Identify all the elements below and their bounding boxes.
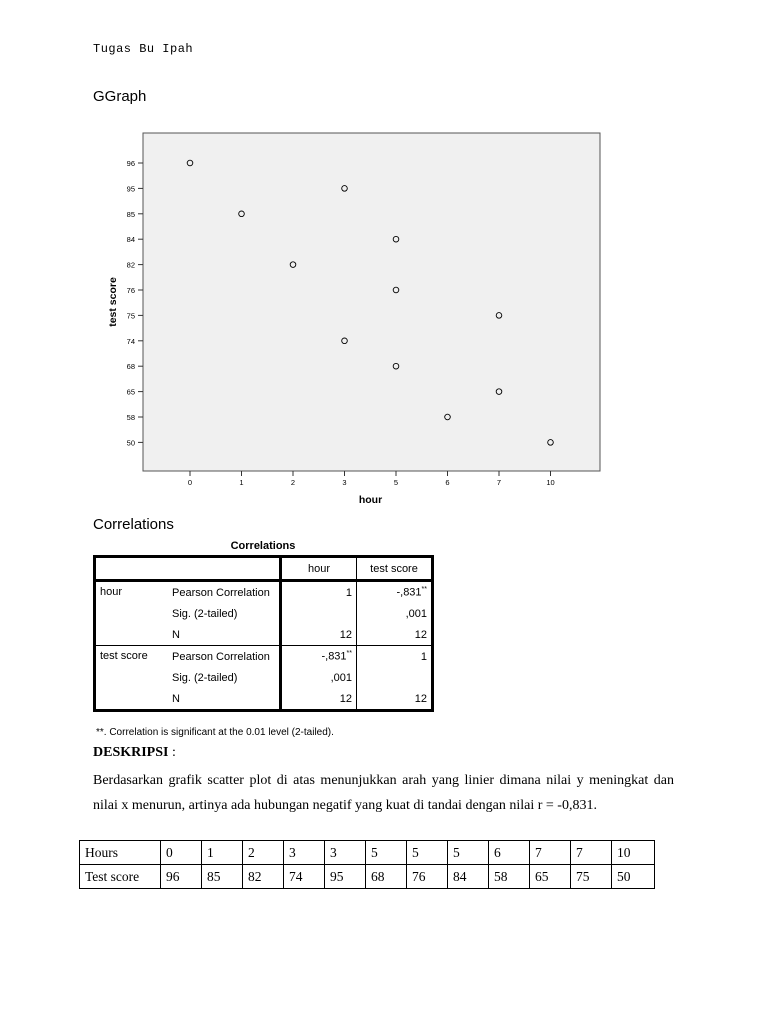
y-tick-label: 85 xyxy=(126,209,135,219)
x-tick-label: 1 xyxy=(239,478,244,487)
y-tick-label: 50 xyxy=(126,438,135,448)
y-axis-label: test score xyxy=(107,277,119,327)
y-tick-label: 75 xyxy=(126,311,135,321)
corr-stat-label: Pearson Correlation xyxy=(172,586,270,599)
raw-row-label: Test score xyxy=(80,865,161,889)
corr-cell: ,001 xyxy=(281,667,357,688)
raw-cell: 3 xyxy=(325,841,366,865)
y-tick-label: 65 xyxy=(126,387,135,397)
table-row xyxy=(95,581,433,604)
corr-cell: 12 xyxy=(281,624,357,646)
y-tick-label: 68 xyxy=(126,362,135,372)
corr-cell: ,001 xyxy=(357,603,433,624)
ggraph-title: GGraph xyxy=(93,88,147,105)
x-tick-label: 7 xyxy=(496,478,502,487)
raw-cell: 82 xyxy=(243,865,284,889)
correlations-table-caption: Correlations xyxy=(230,540,296,552)
corr-header-blank xyxy=(95,557,281,581)
raw-cell: 1 xyxy=(202,841,243,865)
corr-cell: 1 xyxy=(357,646,433,668)
raw-cell: 95 xyxy=(325,865,366,889)
raw-cell: 7 xyxy=(571,841,612,865)
raw-cell: 5 xyxy=(407,841,448,865)
deskripsi-title xyxy=(93,745,176,761)
raw-cell: 5 xyxy=(366,841,407,865)
deskripsi-paragraph: Berdasarkan grafik scatter plot di atas menunjukkan arah yang linier dimana nilai y meningkat dan nilai x menurun, artinya ada hubungan negatif yang kuat di tandai dengan nilai r = -0,831. xyxy=(93,773,674,813)
raw-cell: 7 xyxy=(530,841,571,865)
raw-cell: 75 xyxy=(571,865,612,889)
corr-group-label: test score xyxy=(95,646,169,711)
y-tick-label: 84 xyxy=(126,235,135,245)
x-axis-label: hour xyxy=(358,494,383,506)
corr-cell: -,831** xyxy=(357,581,433,604)
y-tick-label: 76 xyxy=(126,286,135,295)
raw-cell: 76 xyxy=(407,865,448,889)
plot-area xyxy=(143,133,600,471)
raw-cell: 68 xyxy=(366,865,407,889)
raw-cell: 2 xyxy=(243,841,284,865)
corr-stat-label: Sig. (2-tailed) xyxy=(172,671,238,684)
y-tick-label: 96 xyxy=(126,159,135,168)
table-row xyxy=(95,646,433,668)
corr-stat-label: N xyxy=(172,628,180,641)
corr-cell: 1 xyxy=(281,581,357,604)
corr-stat-label: Sig. (2-tailed) xyxy=(172,607,238,620)
x-tick-label: 0 xyxy=(187,478,193,487)
raw-cell: 84 xyxy=(448,865,489,889)
y-tick-label: 74 xyxy=(126,336,135,346)
corr-stat-label: N xyxy=(172,692,180,705)
corr-col-header: test score xyxy=(357,557,433,581)
x-tick-label: 5 xyxy=(393,478,399,487)
x-tick-label: 10 xyxy=(546,478,555,487)
x-tick-label: 6 xyxy=(445,478,450,487)
raw-cell: 3 xyxy=(284,841,325,865)
x-tick-label: 2 xyxy=(290,478,296,487)
deskripsi-title-text: DESKRIPSI xyxy=(93,745,169,760)
corr-cell: -,831** xyxy=(281,646,357,668)
raw-cell: 74 xyxy=(284,865,325,889)
raw-cell: 96 xyxy=(161,865,202,889)
raw-cell: 50 xyxy=(612,865,655,889)
corr-cell xyxy=(357,667,433,688)
x-tick-label: 3 xyxy=(342,478,347,487)
raw-data-table xyxy=(79,840,655,889)
page-header: Tugas Bu Ipah xyxy=(93,42,194,56)
y-tick-label: 95 xyxy=(126,184,135,194)
correlations-table xyxy=(93,555,434,712)
corr-cell xyxy=(281,603,357,624)
corr-cell: 12 xyxy=(281,688,357,711)
corr-group-label: hour xyxy=(100,586,123,598)
y-tick-label: 58 xyxy=(126,413,135,422)
deskripsi-colon: : xyxy=(168,745,176,760)
raw-cell: 5 xyxy=(448,841,489,865)
raw-cell: 6 xyxy=(489,841,530,865)
raw-cell: 85 xyxy=(202,865,243,889)
corr-stat-label: Pearson Correlation xyxy=(168,646,281,668)
scatter-chart-svg xyxy=(100,125,610,515)
corr-cell: 12 xyxy=(357,624,433,646)
raw-cell: 10 xyxy=(612,841,655,865)
table-row xyxy=(80,841,655,865)
raw-cell: 58 xyxy=(489,865,530,889)
raw-cell: 0 xyxy=(161,841,202,865)
correlations-footnote: **. Correlation is significant at the 0.01 level (2-tailed). xyxy=(96,727,334,738)
table-row xyxy=(80,865,655,889)
y-tick-label: 82 xyxy=(126,260,135,270)
corr-col-header: hour xyxy=(281,557,357,581)
correlations-title: Correlations xyxy=(93,516,174,533)
raw-cell: 65 xyxy=(530,865,571,889)
corr-cell: 12 xyxy=(357,688,433,711)
scatter-chart xyxy=(100,125,610,515)
raw-row-label: Hours xyxy=(80,841,161,865)
